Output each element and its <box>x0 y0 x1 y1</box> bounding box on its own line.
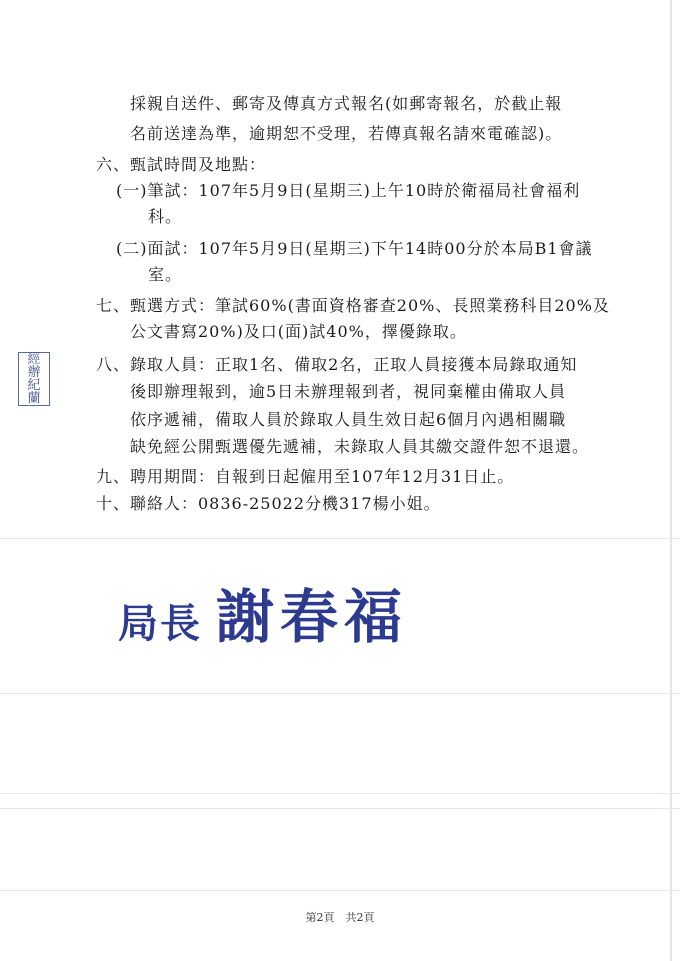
signature-stamp <box>118 570 408 654</box>
section-heading: 八、錄取人員：正取1名、備取2名，正取人員接獲本局錄取通知 <box>96 355 578 374</box>
page-edge <box>670 0 672 961</box>
text-line: 名前送達為準，逾期恕不受理，若傳真報名請來電確認)。 <box>130 124 563 143</box>
text-line: 室。 <box>148 265 183 284</box>
signature-title: 局長 <box>118 601 202 647</box>
seal-stamp: 經 辦 紀 蘭 <box>18 352 50 406</box>
section-heading: 十、聯絡人：0836-25022分機317楊小姐。 <box>96 494 441 513</box>
section-heading: 六、甄試時間及地點： <box>96 155 267 174</box>
section-heading: 七、甄選方式：筆試60%(書面資格審查20%、長照業務科目20%及 <box>96 296 610 315</box>
divider <box>0 538 680 539</box>
divider <box>0 890 680 891</box>
page-number: 第2頁 共2頁 <box>305 911 375 924</box>
text-line: (一)筆試：107年5月9日(星期三)上午10時於衛福局社會福利 <box>116 181 581 200</box>
text-line: (二)面試：107年5月9日(星期三)下午14時00分於本局B1會議 <box>116 239 593 258</box>
signature-name: 謝春福 <box>216 583 409 651</box>
section-heading: 九、聘用期間：自報到日起僱用至107年12月31日止。 <box>96 467 515 486</box>
divider <box>0 808 680 809</box>
text-line: 公文書寫20%)及口(面)試40%，擇優錄取。 <box>130 322 467 341</box>
text-line: 依序遞補，備取人員於錄取人員生效日起6個月內遇相關職 <box>130 410 567 429</box>
text-line: 後即辦理報到，逾5日未辦理報到者，視同棄權由備取人員 <box>130 382 567 401</box>
text-line: 缺免經公開甄選優先遞補，未錄取人員其繳交證件恕不退還。 <box>130 437 590 456</box>
divider <box>0 693 680 694</box>
divider <box>0 793 680 794</box>
text-line: 科。 <box>148 207 183 226</box>
text-line: 採親自送件、郵寄及傳真方式報名(如郵寄報名，於截止報 <box>130 94 563 113</box>
